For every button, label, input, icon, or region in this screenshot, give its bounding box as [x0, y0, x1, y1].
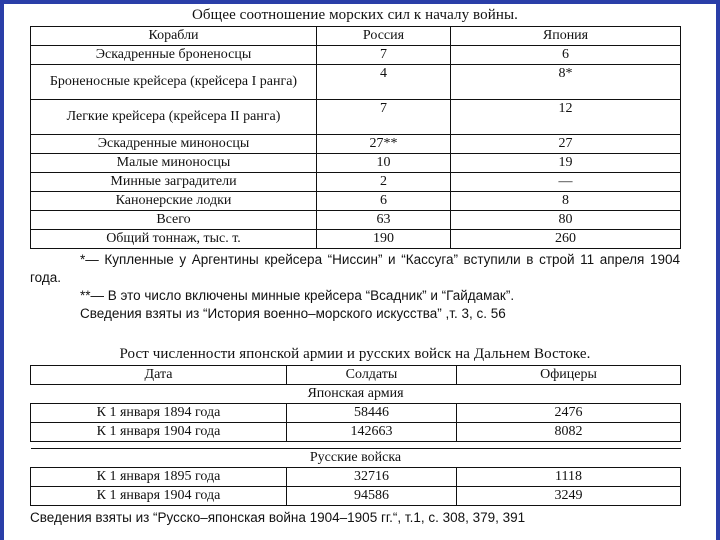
slide-frame-left — [0, 0, 4, 540]
japan-value-cell: — — [451, 173, 681, 192]
table-header-row — [31, 366, 681, 385]
group-header-russia — [31, 449, 681, 468]
russia-value-cell: 6 — [317, 192, 451, 211]
table-row — [31, 192, 681, 211]
ship-type-cell: Эскадренные броненосцы — [31, 46, 317, 65]
japan-value-cell: 12 — [451, 100, 681, 135]
source-note-2: Сведения взяты из “Русско–японская война 1904–1905 гг.“, т.1, с. 308, 379, 391 — [30, 510, 526, 525]
naval-forces-title: Общее соотношение морских сил к началу войны. — [192, 7, 518, 23]
table-row — [31, 135, 681, 154]
column-header-soldiers: Солдаты — [287, 366, 457, 385]
japan-value-cell: 8* — [451, 65, 681, 100]
document-page — [30, 6, 680, 534]
ship-type-cell: Общий тоннаж, тыс. т. — [31, 230, 317, 249]
army-growth-table — [30, 365, 681, 506]
footnote-1: *— Купленные у Аргентины крейсера “Ниссин” и “Кассуга” вступили в строй 11 апреля 1904 года. — [30, 252, 680, 285]
column-header-japan: Япония — [451, 27, 681, 46]
soldiers-cell: 58446 — [287, 404, 457, 423]
russia-value-cell: 2 — [317, 173, 451, 192]
japan-value-cell: 27 — [451, 135, 681, 154]
russia-value-cell: 190 — [317, 230, 451, 249]
table-row — [31, 46, 681, 65]
ship-type-cell: Малые миноносцы — [31, 154, 317, 173]
ship-type-cell: Канонерские лодки — [31, 192, 317, 211]
table-header-row — [31, 27, 681, 46]
japan-value-cell: 8 — [451, 192, 681, 211]
officers-cell: 2476 — [457, 404, 681, 423]
japan-value-cell: 6 — [451, 46, 681, 65]
officers-cell: 8082 — [457, 423, 681, 442]
column-header-ships: Корабли — [31, 27, 317, 46]
date-cell: К 1 января 1894 года — [31, 404, 287, 423]
russia-value-cell: 63 — [317, 211, 451, 230]
army-growth-title: Рост численности японской армии и русских войск на Дальнем Востоке. — [119, 346, 591, 362]
russia-value-cell: 10 — [317, 154, 451, 173]
ship-type-cell: Минные заградители — [31, 173, 317, 192]
column-header-russia: Россия — [317, 27, 451, 46]
group-name: Русские войска — [31, 449, 681, 468]
table-row — [31, 65, 681, 100]
column-header-date: Дата — [31, 366, 287, 385]
table-row — [31, 173, 681, 192]
column-header-officers: Офицеры — [457, 366, 681, 385]
date-cell: К 1 января 1904 года — [31, 423, 287, 442]
footnotes — [30, 251, 680, 323]
russia-value-cell: 7 — [317, 100, 451, 135]
russia-value-cell: 4 — [317, 65, 451, 100]
ship-type-cell: Легкие крейсера (крейсера II ранга) — [31, 100, 317, 135]
table-row — [31, 100, 681, 135]
table-row — [31, 154, 681, 173]
russia-value-cell: 27** — [317, 135, 451, 154]
date-cell: К 1 января 1904 года — [31, 487, 287, 506]
officers-cell: 3249 — [457, 487, 681, 506]
japan-value-cell: 19 — [451, 154, 681, 173]
russia-value-cell: 7 — [317, 46, 451, 65]
ship-type-cell: Броненосные крейсера (крейсера I ранга) — [31, 65, 317, 100]
group-header-japan — [31, 385, 681, 404]
officers-cell: 1118 — [457, 468, 681, 487]
soldiers-cell: 32716 — [287, 468, 457, 487]
table-row — [31, 487, 681, 506]
slide-frame-right — [716, 0, 720, 540]
ship-type-cell: Эскадренные миноносцы — [31, 135, 317, 154]
ship-type-cell: Всего — [31, 211, 317, 230]
group-name: Японская армия — [31, 385, 681, 404]
source-note-1: Сведения взяты из “История военно–морского искусства” ,т. 3, с. 56 — [80, 306, 506, 321]
table-row — [31, 230, 681, 249]
japan-value-cell: 260 — [451, 230, 681, 249]
table-gap — [31, 442, 681, 449]
soldiers-cell: 94586 — [287, 487, 457, 506]
naval-forces-table — [30, 26, 681, 249]
soldiers-cell: 142663 — [287, 423, 457, 442]
slide-frame-top — [0, 0, 720, 4]
footnote-2: **— В это число включены минные крейсера “Всадник” и “Гайдамак”. — [80, 288, 515, 303]
date-cell: К 1 января 1895 года — [31, 468, 287, 487]
table-row — [31, 404, 681, 423]
table-row — [31, 423, 681, 442]
table-row — [31, 468, 681, 487]
japan-value-cell: 80 — [451, 211, 681, 230]
table-row — [31, 211, 681, 230]
